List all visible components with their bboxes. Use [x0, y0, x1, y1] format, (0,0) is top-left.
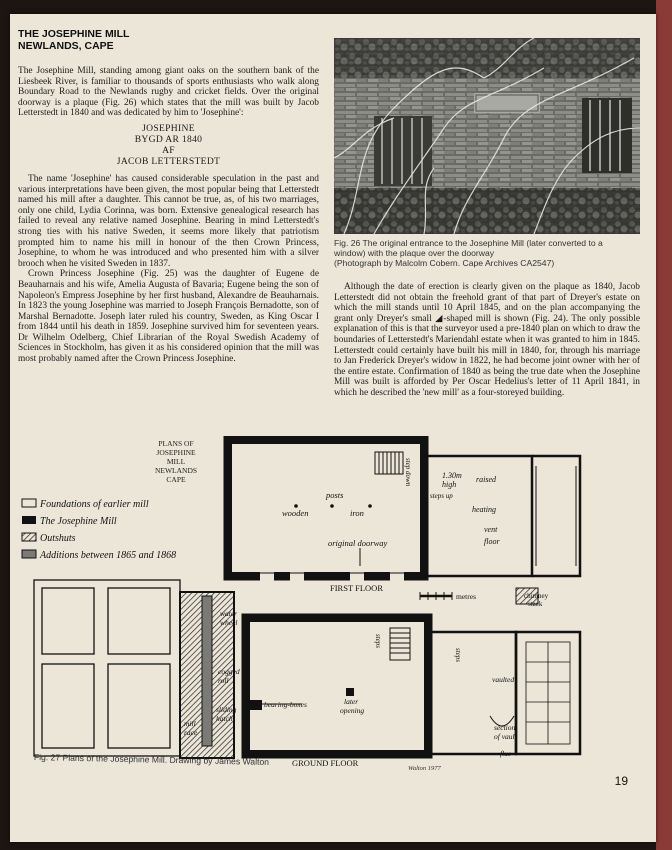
legend-label: Additions between 1865 and 1868	[40, 550, 177, 561]
plaque-inscription	[18, 123, 319, 167]
plan-title-line: PLANS OF	[158, 439, 194, 448]
plan-label: later	[344, 697, 359, 706]
plan-label: race	[184, 728, 198, 737]
plan-label: steps	[454, 648, 462, 662]
paragraph-name-speculation: The name 'Josephine' has caused considerable speculation in the past and various interpretations have been given, the most popular being that Letterstedt named his mill after a daughter. This cannot be true, as, of his two marriages, only one child, Lydia Corinna, was born. Extensive genealogical research has failed to reveal any relative named Josephine. Bearing in mind Letterstedt's strong ties with his native Sweden, it seems more likely that patriotism prompted him to name his mill in honour of the then Crown Princess, Josephine, to whom he was introduced and who presented him with a silver brooch when he visited Sweden in 1837.	[18, 173, 319, 269]
plan-legend	[22, 499, 176, 561]
text-column-right	[334, 282, 640, 399]
plaque-line: AF	[162, 144, 175, 156]
scale-bar	[420, 592, 476, 601]
article-title	[18, 28, 129, 52]
plan-label: section	[494, 723, 516, 732]
title-line-2: NEWLANDS, CAPE	[18, 40, 114, 52]
plan-label: posts	[326, 490, 344, 500]
plan-label: cogged	[218, 667, 240, 676]
fig27-floor-plans	[20, 436, 640, 772]
plan-title-line: NEWLANDS	[154, 466, 198, 475]
artist-signature: Walton 1977	[408, 765, 441, 772]
fig26-photograph	[334, 38, 640, 234]
plan-label: hatch	[216, 714, 233, 723]
plan-label: sliding	[216, 705, 237, 714]
plan-label: water	[220, 609, 238, 618]
legend-label: Foundations of earlier mill	[40, 499, 149, 510]
plan-title-line: JOSEPHINE	[156, 448, 196, 457]
plan-label: floor	[484, 537, 500, 546]
plan-title-line: MILL	[166, 457, 186, 466]
paragraph-intro: The Josephine Mill, standing among giant oaks on the southern bank of the Liesbeek River, is familiar to thousands of sports enthusiasts who walk along Boundary Road to the Newlands rugby and cricket fields. Over the original doorway is a plaque (Fig. 26) which states that the mill was built by Jacob Letterstedt in 1840 and was dedicated by him to 'Josephine':	[18, 66, 319, 119]
plan-label: stack	[528, 600, 543, 608]
plan-label: 1.30m	[442, 471, 462, 480]
plan-label: mill	[184, 719, 196, 728]
plaque-line: JACOB LETTERSTEDT	[116, 155, 221, 167]
fig26-caption	[334, 238, 644, 268]
plan-label: bearing-boxes	[264, 700, 307, 709]
plan-label: vaulted	[492, 675, 515, 684]
plan-label: steps	[374, 634, 382, 648]
title-line-1: THE JOSEPHINE MILL	[18, 28, 130, 40]
legend-label: Outshuts	[40, 533, 76, 544]
chimney-stack	[516, 588, 549, 608]
plan-title	[155, 439, 197, 484]
legend-label: The Josephine Mill	[40, 516, 117, 527]
plan-label: wooden	[282, 508, 309, 518]
page-number: 19	[614, 774, 628, 788]
plan-label: steps up	[430, 492, 453, 500]
plaque-line: JOSEPHINE	[142, 122, 195, 134]
plan-label: roll	[218, 676, 229, 685]
plan-label: chimney	[524, 592, 549, 600]
caption-line: window) with the plaque over the doorway	[334, 248, 495, 258]
plan-label: original doorway	[328, 538, 388, 548]
plan-label: iron	[350, 508, 364, 518]
ground-floor-annex	[428, 632, 580, 758]
plan-label: wheel	[220, 618, 238, 627]
plan-label: raised	[476, 475, 496, 484]
plan-label: vent	[484, 525, 498, 534]
plan-label: step down	[404, 458, 412, 487]
plan-label: metres	[456, 592, 476, 601]
caption-line: Fig. 26 The original entrance to the Josephine Mill (later converted to a	[334, 238, 603, 248]
first-floor-plan	[228, 440, 453, 593]
first-floor-title: FIRST FLOOR	[330, 583, 383, 593]
caption-line: (Photograph by Malcolm Cobern. Cape Archives CA2547)	[334, 258, 555, 268]
brick-wall-photo	[334, 38, 640, 234]
plan-title-line: CAPE	[166, 475, 186, 484]
text-column-left	[18, 66, 319, 365]
earlier-mill-foundations	[34, 580, 180, 756]
book-cover-edge	[656, 0, 672, 850]
paragraph-date-of-erection: Although the date of erection is clearly given on the plaque as 1840, Jacob Letterstedt did not obtain the freehold grant of that part of Dreyer's estate on which the mill stands until 10 April 1845, and on the plan accompanying the grant only Dreyer's small ◢-shaped mill is shown (Fig. 24). The only possible explanation of this is that the surveyor used a pre-1840 plan on which to draw the boundaries of Letterstedt's Mariendahl estate when it was granted to him in 1845. Letterstedt could certainly have built his mill in 1840, for, through his marriage to Jan Frederick Dreyer's widow in 1822, he had become joint owner with her of the entire estate. Confirmation of 1840 as being the true date when the Josephine Mill was built is afforded by Per Oscar Hedelius's letter of 11 April 1841, in which he described the 'new mill' as a four-storeyed building.	[334, 282, 640, 398]
plaque-line: BYGD AR 1840	[134, 133, 203, 145]
plan-label: opening	[340, 706, 365, 715]
plan-label: of vault	[494, 732, 517, 741]
plan-label: high	[442, 480, 457, 489]
ground-floor-title: GROUND FLOOR	[292, 758, 359, 768]
ground-floor-plan	[180, 592, 428, 768]
fig27-caption: Fig. 27 Plans of the Josephine Mill. Drawing by James Walton	[33, 752, 270, 767]
first-floor-annex	[424, 456, 580, 576]
paragraph-crown-princess: Crown Princess Josephine (Fig. 25) was the daughter of Eugene de Beauharnais and his wife, Amelia Augusta of Bavaria; Eugene being the son of Napoleon's Empress Josephine by her first husband, Alexandre de Beauharnais. In 1823 the young Josephine was married to Joseph François Bernadotte, son of Marshal Bernadotte. Joseph later ruled his country, Sweden, as King Oscar I from 1844 until his death in 1859. Josephine survived him for seventeen years. Dr Wilhelm Odelberg, Chief Librarian of the Royal Swedish Academy of Sciences in Stockholm, has given it as his considered opinion that the mill was most probably named after the Crown Princess Josephine.	[18, 269, 319, 365]
plan-label: flue	[500, 749, 512, 758]
plan-label: heating	[472, 505, 496, 514]
